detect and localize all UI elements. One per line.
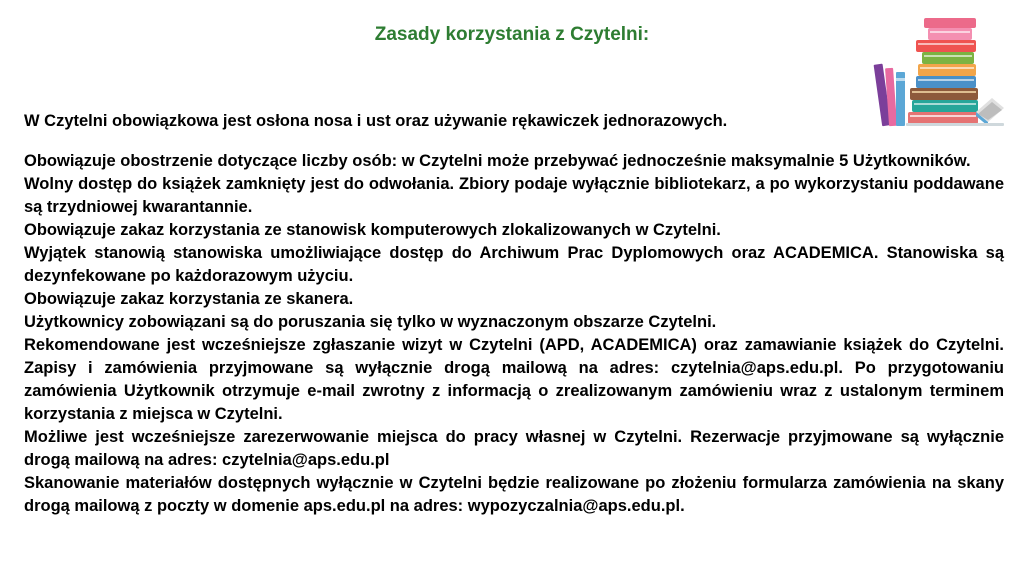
rules-list (24, 150, 1004, 518)
rule-item: Wyjątek stanowią stanowiska umożliwiające dostęp do Archiwum Prac Dyplomowych oraz ACADEMICA. Stanowiska są dezynfekowane po każdorazowym użyciu. (24, 244, 1004, 285)
rule-item: Rekomendowane jest wcześniejsze zgłaszanie wizyt w Czytelni (APD, ACADEMICA) oraz zamawianie książek do Czytelni. Zapisy i zamówienia przyjmowane są wyłącznie drogą mailową na adres: czytelnia@aps.edu.pl. Po przygotowaniu zamówienia Użytkownik otrzymuje e-mail zwrotny z informacją o zrealizowanym zamówieniu wraz z ustalonym terminem korzystania z miejsca w Czytelni. (24, 336, 1004, 423)
intro-text: W Czytelni obowiązkowa jest osłona nosa i ust oraz używanie rękawiczek jednorazowych. (24, 112, 728, 130)
rule-item: Wolny dostęp do książek zamknięty jest do odwołania. Zbiory podaje wyłącznie bibliotekarz, a po wykorzystaniu poddawane są trzydniowej kwarantannie. (24, 175, 1004, 216)
rule-item: Obowiązuje zakaz korzystania ze skanera. (24, 290, 354, 308)
rule-item: Użytkownicy zobowiązani są do poruszania się tylko w wyznaczonym obszarze Czytelni. (24, 313, 717, 331)
rule-item: Skanowanie materiałów dostępnych wyłącznie w Czytelni będzie realizowane po złożeniu formularza zamówienia na skany drogą mailową z poczty w domenie aps.edu.pl na adres: wypozyczalnia@aps.edu.pl. (24, 474, 1004, 515)
rule-item: Możliwe jest wcześniejsze zarezerwowanie miejsca do pracy własnej w Czytelni. Rezerwacje przyjmowane są wyłącznie drogą mailową na adres: czytelnia@aps.edu.pl (24, 428, 1004, 469)
page-title: Zasady korzystania z Czytelni: (374, 24, 650, 45)
rule-item: Obowiązuje zakaz korzystania ze stanowisk komputerowych zlokalizowanych w Czytelni. (24, 221, 721, 239)
rule-item: Obowiązuje obostrzenie dotyczące liczby osób: w Czytelni może przebywać jednocześnie maksymalnie 5 Użytkowników. (24, 152, 971, 170)
